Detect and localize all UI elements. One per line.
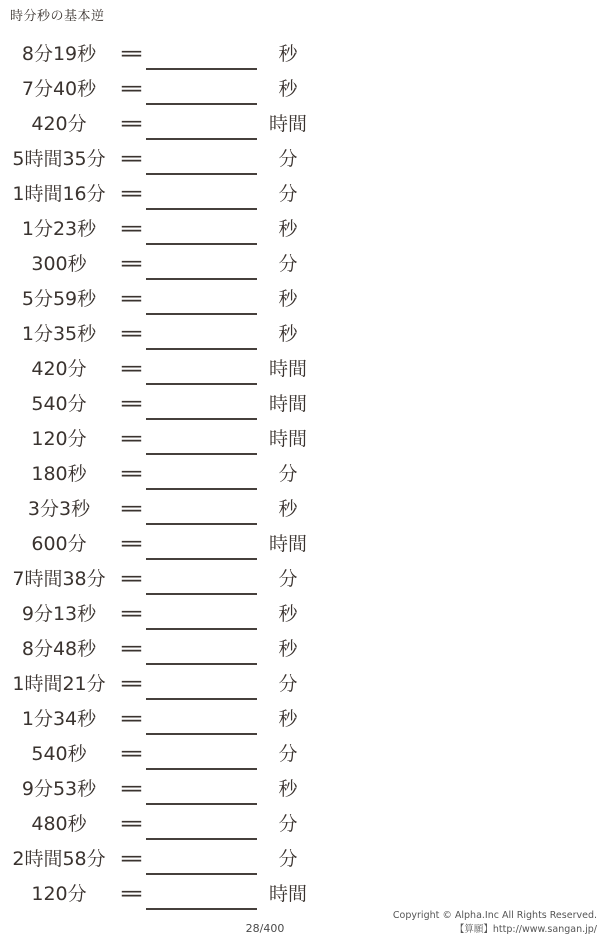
answer-blank[interactable] (146, 772, 257, 805)
answer-blank[interactable] (146, 842, 257, 875)
problem-row (0, 350, 600, 385)
answer-blank[interactable] (146, 422, 257, 455)
answer-blank[interactable] (146, 877, 257, 910)
equals-sign: = (118, 215, 145, 240)
problem-question: 3分3秒 (27, 498, 91, 520)
problem-question: 540秒 (31, 743, 87, 765)
problem-question: 1時間16分 (12, 183, 106, 205)
answer-unit: 分 (278, 148, 298, 170)
problem-question: 420分 (31, 358, 87, 380)
answer-unit: 分 (278, 743, 298, 765)
problem-row (0, 595, 600, 630)
problem-row (0, 105, 600, 140)
problem-row (0, 210, 600, 245)
answer-unit: 秒 (278, 78, 298, 100)
problem-row (0, 140, 600, 175)
answer-unit: 分 (278, 813, 298, 835)
equals-sign: = (118, 40, 145, 65)
problem-question: 480秒 (31, 813, 87, 835)
problem-row (0, 490, 600, 525)
copyright-text: Copyright © Alpha.Inc All Rights Reserved. (392, 910, 597, 921)
equals-sign: = (118, 740, 145, 765)
problem-row (0, 315, 600, 350)
answer-unit: 分 (278, 463, 298, 485)
equals-sign: = (118, 460, 145, 485)
equals-sign: = (118, 355, 145, 380)
problem-row (0, 70, 600, 105)
problem-row (0, 245, 600, 280)
answer-blank[interactable] (146, 527, 257, 560)
equals-sign: = (118, 635, 145, 660)
answer-unit: 秒 (278, 43, 298, 65)
problem-row (0, 455, 600, 490)
answer-unit: 時間 (268, 113, 307, 135)
problem-question: 600分 (31, 533, 87, 555)
problem-row (0, 560, 600, 595)
problem-question: 1時間21分 (12, 673, 106, 695)
answer-blank[interactable] (146, 597, 257, 630)
answer-unit: 秒 (278, 323, 298, 345)
problem-question: 5分59秒 (21, 288, 97, 310)
answer-blank[interactable] (146, 562, 257, 595)
problem-question: 9分53秒 (21, 778, 97, 800)
page-number: 28/400 (245, 922, 285, 935)
answer-unit: 時間 (268, 533, 307, 555)
problem-row (0, 280, 600, 315)
problem-row (0, 700, 600, 735)
answer-blank[interactable] (146, 37, 257, 70)
problem-question: 8分19秒 (21, 43, 97, 65)
answer-unit: 秒 (278, 603, 298, 625)
problem-row (0, 525, 600, 560)
problem-question: 5時間35分 (12, 148, 106, 170)
answer-blank[interactable] (146, 177, 257, 210)
answer-unit: 時間 (268, 358, 307, 380)
equals-sign: = (118, 775, 145, 800)
equals-sign: = (118, 145, 145, 170)
problem-row (0, 840, 600, 875)
answer-unit: 分 (278, 673, 298, 695)
problem-row (0, 420, 600, 455)
problem-row (0, 385, 600, 420)
answer-unit: 時間 (268, 883, 307, 905)
answer-unit: 分 (278, 848, 298, 870)
answer-blank[interactable] (146, 492, 257, 525)
problem-question: 1分34秒 (21, 708, 97, 730)
problem-question: 7時間38分 (12, 568, 106, 590)
problem-row (0, 665, 600, 700)
equals-sign: = (118, 75, 145, 100)
answer-unit: 秒 (278, 778, 298, 800)
problem-question: 8分48秒 (21, 638, 97, 660)
problem-question: 420分 (31, 113, 87, 135)
equals-sign: = (118, 530, 145, 555)
equals-sign: = (118, 495, 145, 520)
problem-row (0, 35, 600, 70)
problem-row (0, 630, 600, 665)
problem-question: 1分23秒 (21, 218, 97, 240)
answer-blank[interactable] (146, 107, 257, 140)
answer-blank[interactable] (146, 317, 257, 350)
answer-blank[interactable] (146, 212, 257, 245)
equals-sign: = (118, 250, 145, 275)
answer-blank[interactable] (146, 632, 257, 665)
answer-blank[interactable] (146, 807, 257, 840)
answer-blank[interactable] (146, 737, 257, 770)
answer-unit: 分 (278, 253, 298, 275)
answer-unit: 時間 (268, 428, 307, 450)
answer-blank[interactable] (146, 352, 257, 385)
problem-question: 120分 (31, 883, 87, 905)
problem-question: 540分 (31, 393, 87, 415)
problem-row (0, 770, 600, 805)
answer-unit: 秒 (278, 288, 298, 310)
problem-question: 120分 (31, 428, 87, 450)
answer-blank[interactable] (146, 72, 257, 105)
problem-row (0, 875, 600, 910)
answer-unit: 秒 (278, 708, 298, 730)
equals-sign: = (118, 845, 145, 870)
problem-row (0, 175, 600, 210)
problem-question: 7分40秒 (21, 78, 97, 100)
answer-blank[interactable] (146, 667, 257, 700)
problem-question: 300秒 (31, 253, 87, 275)
problem-question: 180秒 (31, 463, 87, 485)
answer-blank[interactable] (146, 282, 257, 315)
equals-sign: = (118, 600, 145, 625)
equals-sign: = (118, 425, 145, 450)
equals-sign: = (118, 110, 145, 135)
equals-sign: = (118, 390, 145, 415)
answer-blank[interactable] (146, 142, 257, 175)
problem-row (0, 805, 600, 840)
problem-question: 9分13秒 (21, 603, 97, 625)
equals-sign: = (118, 880, 145, 905)
equals-sign: = (118, 705, 145, 730)
problem-question: 2時間58分 (12, 848, 106, 870)
equals-sign: = (118, 320, 145, 345)
footer-credits (393, 909, 597, 936)
answer-blank[interactable] (146, 247, 257, 280)
answer-unit: 時間 (268, 393, 307, 415)
answer-unit: 分 (278, 183, 298, 205)
answer-blank[interactable] (146, 702, 257, 735)
problem-list (0, 35, 600, 910)
problem-row (0, 735, 600, 770)
answer-unit: 秒 (278, 498, 298, 520)
equals-sign: = (118, 810, 145, 835)
site-url: 【算願】http://www.sangan.jp/ (454, 923, 597, 935)
equals-sign: = (118, 670, 145, 695)
equals-sign: = (118, 285, 145, 310)
answer-unit: 秒 (278, 638, 298, 660)
answer-blank[interactable] (146, 387, 257, 420)
page-title: 時分秒の基本逆 (10, 9, 105, 24)
equals-sign: = (118, 565, 145, 590)
answer-blank[interactable] (146, 457, 257, 490)
answer-unit: 秒 (278, 218, 298, 240)
equals-sign: = (118, 180, 145, 205)
answer-unit: 分 (278, 568, 298, 590)
problem-question: 1分35秒 (21, 323, 97, 345)
